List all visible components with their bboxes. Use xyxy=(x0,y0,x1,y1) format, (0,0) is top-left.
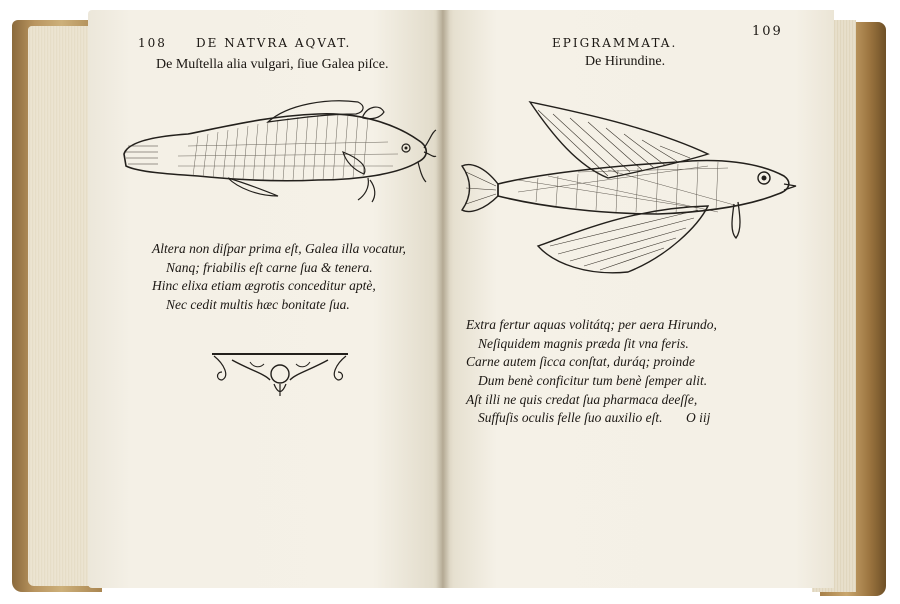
gutter-shadow xyxy=(436,10,450,588)
page-number-left: 108 xyxy=(138,36,167,50)
verse-line: Nanq; friabilis eſt carne ſua & tenera. xyxy=(166,259,373,275)
woodcut-title-right: De Hirundine. xyxy=(585,54,666,69)
catfish-woodcut xyxy=(118,96,438,216)
signature-mark: O iij xyxy=(686,410,711,425)
flying-fish-woodcut xyxy=(458,96,804,286)
verse-line: Nec cedit multis hæc bonitate ſua. xyxy=(166,296,350,312)
running-head-left: DE NATVRA AQVAT. xyxy=(196,36,352,50)
verse-right xyxy=(466,316,717,428)
page-number-right: 109 xyxy=(752,24,783,39)
verse-line: Dum benè conficitur tum benè ſemper alit. xyxy=(478,372,708,388)
verse-line: Suffuſis oculis felle ſuo auxilio eſt. xyxy=(478,410,663,426)
verse-left xyxy=(152,240,406,315)
running-head-right: EPIGRAMMATA. xyxy=(552,36,678,50)
woodcut-title-left: De Muſtella alia vulgari, ſiue Galea piſce. xyxy=(156,57,389,72)
verse-line: Aſt illi ne quis credat ſua pharmaca deeſſe, xyxy=(466,391,698,407)
verse-line: Neſiquidem magnis præda ſit vna feris. xyxy=(478,335,689,351)
ornament-fleuron xyxy=(210,350,350,400)
verse-line: Altera non diſpar prima eſt, Galea illa vocatur, xyxy=(152,241,406,256)
verse-line: Carne autem ſicca conſtat, duráq; proinde xyxy=(466,354,695,370)
verse-line: Hinc elixa etiam ægrotis conceditur aptè, xyxy=(152,278,376,294)
verse-line: Extra fertur aquas volitátq; per aera Hirundo, xyxy=(466,317,717,332)
